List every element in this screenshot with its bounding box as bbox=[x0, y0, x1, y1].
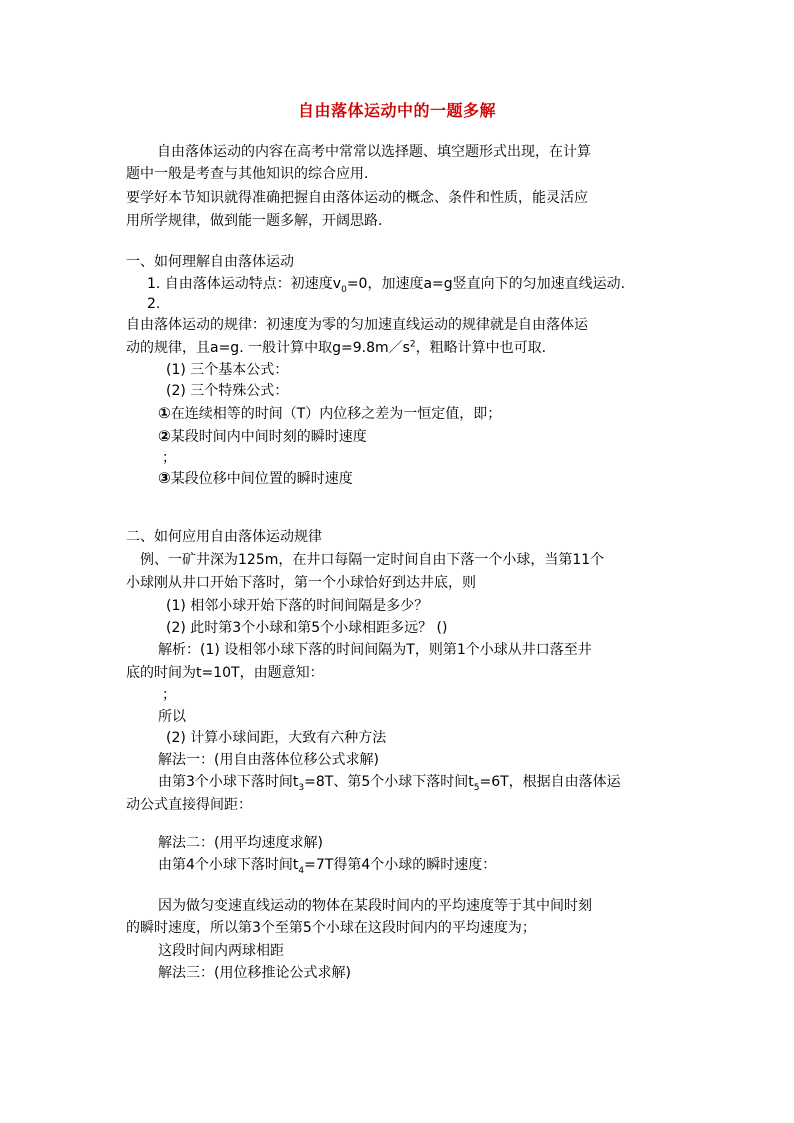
special-formula-3: ③某段位移中间位置的瞬时速度 bbox=[158, 469, 353, 487]
intro-line-2: 题中一般是考查与其他知识的综合应用. bbox=[126, 166, 369, 182]
therefore-label: 所以 bbox=[158, 709, 186, 725]
method-2-line-3: 的瞬时速度，所以第3个至第5个小球在这段时间内的平均速度为； bbox=[126, 920, 536, 936]
section-2-heading: 二、如何应用自由落体运动规律 bbox=[126, 529, 322, 545]
intro-line-1: 自由落体运动的内容在高考中常常以选择题、填空题形式出现，在计算 bbox=[157, 144, 591, 160]
method-1-line-1: 由第3个小球下落时间$t_3=8T$、第5个小球下落时间$t_5=6T$，根据自由落体运 bbox=[158, 774, 621, 793]
method-2-line-1: 由第4个小球下落时间$t_4=7T$得第4个小球的瞬时速度： bbox=[158, 857, 497, 876]
circled-number-3-icon: ③ bbox=[158, 469, 171, 487]
point-1: 1. 自由落体运动特点：初速度$v_0=0$，加速度a=g竖直向下的匀加速直线运动. bbox=[147, 276, 626, 295]
solution-line-2: 底的时间为t=10T，由题意知： bbox=[126, 665, 324, 681]
method-2-line-4: 这段时间内两球相距 bbox=[158, 943, 284, 959]
solution-line-1: 解析：(1) 设相邻小球下落的时间间隔为T，则第1个小球从井口落至井 bbox=[158, 642, 592, 658]
point-2-number: 2. bbox=[147, 296, 161, 312]
circled-number-1-icon: ① bbox=[158, 404, 171, 422]
question-2: (2) 此时第3个小球和第5个小球相距多远？ () bbox=[166, 620, 448, 636]
method-2-heading: 解法二：(用平均速度求解) bbox=[158, 835, 323, 851]
calc-intro: (2) 计算小球间距，大致有六种方法 bbox=[166, 730, 387, 746]
semicolon: ； bbox=[162, 687, 176, 703]
special-formula-2: ②某段时间内中间时刻的瞬时速度 bbox=[158, 427, 367, 445]
special-formula-1: ①在连续相等的时间（T）内位移之差为一恒定值，即； bbox=[158, 404, 502, 422]
example-line-1: 例、一矿井深为125m，在井口每隔一定时间自由下落一个小球，当第11个 bbox=[140, 552, 605, 568]
circled-number-2-icon: ② bbox=[158, 427, 171, 445]
page-title: 自由落体运动中的一题多解 bbox=[297, 101, 496, 120]
method-1-heading: 解法一：(用自由落体位移公式求解) bbox=[158, 752, 379, 768]
method-3-heading: 解法三：(用位移推论公式求解) bbox=[158, 965, 351, 981]
formula-group-1: (1) 三个基本公式： bbox=[166, 362, 289, 378]
example-line-2: 小球刚从井口开始下落时，第一个小球恰好到达井底，则 bbox=[126, 575, 476, 591]
section-1-heading: 一、如何理解自由落体运动 bbox=[126, 254, 294, 270]
intro-line-4: 用所学规律，做到能一题多解，开阔思路. bbox=[126, 213, 383, 229]
method-2-line-2: 因为做匀变速直线运动的物体在某段时间内的平均速度等于其中间时刻 bbox=[158, 898, 592, 914]
point-2-line-2: 动的规律，且a=g. 一般计算中取$g=9.8m/s^2$，粗略计算中也可取. bbox=[126, 339, 547, 356]
question-1: (1) 相邻小球开始下落的时间间隔是多少？ bbox=[166, 598, 429, 614]
intro-line-3: 要学好本节知识就得准确把握自由落体运动的概念、条件和性质，能灵活应 bbox=[126, 190, 588, 206]
formula-group-2: (2) 三个特殊公式： bbox=[166, 383, 289, 399]
semicolon: ； bbox=[162, 450, 176, 466]
method-1-line-2: 动公式直接得间距： bbox=[126, 797, 252, 813]
point-2-line-1: 自由落体运动的规律：初速度为零的匀加速直线运动的规律就是自由落体运 bbox=[126, 317, 588, 333]
